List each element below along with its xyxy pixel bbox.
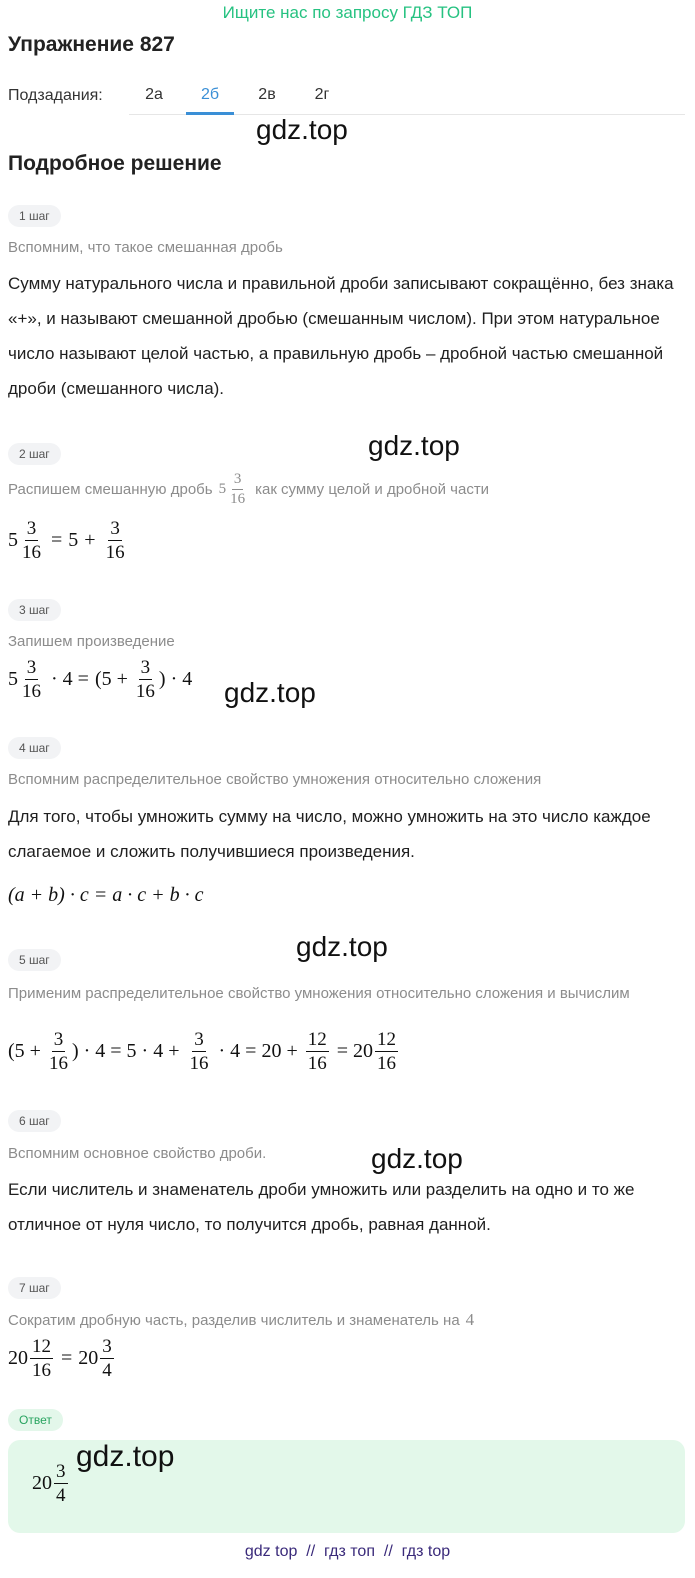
step-3-formula bbox=[8, 658, 192, 701]
whole-part: 20 bbox=[8, 1347, 28, 1369]
open-paren: (5 + bbox=[94, 668, 128, 690]
step-6-hint: Вспомним основное свойство дроби. bbox=[8, 1145, 267, 1162]
step-7-hint bbox=[8, 1310, 474, 1330]
watermark: gdz.top bbox=[256, 114, 348, 145]
fraction bbox=[47, 1030, 70, 1073]
step-5-hint: Применим распределительное свойство умножения относительно сложения и вычислим bbox=[8, 985, 630, 1002]
expr-part: (5 + bbox=[8, 1040, 41, 1062]
step-3-hint: Запишем произведение bbox=[8, 633, 175, 650]
answer-badge: Ответ bbox=[8, 1409, 63, 1431]
denominator: 4 bbox=[56, 1485, 66, 1506]
term: 5 bbox=[68, 529, 79, 551]
step-7-badge: 7 шаг bbox=[8, 1277, 61, 1299]
times-equals: · 4 = bbox=[51, 668, 89, 690]
watermark: gdz.top bbox=[76, 1440, 175, 1473]
expr-part: = 20 bbox=[336, 1040, 373, 1062]
step-4-hint: Вспомним распределительное свойство умножения относительно сложения bbox=[8, 771, 542, 788]
tab-2g[interactable]: 2г bbox=[314, 86, 330, 103]
numerator: 3 bbox=[56, 1461, 66, 1482]
promo-banner[interactable]: Ищите нас по запросу ГДЗ ТОП bbox=[222, 3, 473, 22]
step-2-hint-after: как сумму целой и дробной части bbox=[255, 481, 490, 498]
watermark: gdz.top bbox=[368, 430, 460, 461]
footer-links[interactable]: gdz top // гдз топ // гдз top bbox=[244, 1543, 451, 1560]
denominator: 16 bbox=[22, 681, 41, 702]
step-1-text: Сумму натурального числа и правильной дроби записывают сокращённо, без знака «+», и называют смешанной дробью (смешанным числом). При этом натуральное число называют целой частью, а правильную дробь – дробной частью смешанной дроби (смешанного числа). bbox=[8, 274, 674, 398]
answer-value bbox=[32, 1462, 70, 1505]
divisor: 4 bbox=[465, 1310, 475, 1329]
step-7-formula bbox=[8, 1337, 116, 1380]
numerator: 3 bbox=[26, 657, 37, 678]
tab-2b[interactable]: 2б bbox=[200, 86, 220, 103]
equals: = bbox=[51, 529, 63, 551]
whole-part: 5 bbox=[218, 481, 227, 497]
fraction bbox=[104, 519, 127, 562]
numerator: 12 bbox=[307, 1029, 327, 1050]
numerator: 3 bbox=[140, 657, 151, 678]
expr-part: ) · 4 = 5 · 4 + bbox=[71, 1040, 180, 1062]
step-4-formula: (a + b) · c = a · c + b · c bbox=[8, 884, 204, 906]
fraction bbox=[54, 1462, 68, 1505]
numerator: 3 bbox=[26, 518, 37, 539]
denominator: 16 bbox=[48, 1053, 68, 1074]
step-1-badge: 1 шаг bbox=[8, 205, 61, 227]
section-title: Подробное решение bbox=[8, 152, 222, 175]
step-5-formula bbox=[8, 1030, 400, 1073]
answer-box bbox=[8, 1440, 685, 1533]
whole-part: 20 bbox=[32, 1472, 52, 1494]
denominator: 16 bbox=[32, 1360, 51, 1381]
whole-part: 5 bbox=[8, 668, 18, 690]
watermark: gdz.top bbox=[371, 1143, 463, 1174]
step-7-hint-text: Сократим дробную часть, разделив числитель и знаменатель на bbox=[8, 1311, 460, 1329]
equals: = bbox=[61, 1347, 73, 1369]
numerator: 3 bbox=[194, 1029, 204, 1050]
denominator: 16 bbox=[307, 1053, 327, 1074]
expr-part: · 4 = 20 + bbox=[218, 1040, 298, 1062]
numerator: 3 bbox=[102, 1336, 112, 1357]
denominator: 16 bbox=[135, 681, 155, 702]
step-2-hint bbox=[8, 472, 489, 507]
denominator: 16 bbox=[189, 1053, 209, 1074]
fraction bbox=[20, 658, 43, 701]
fraction bbox=[188, 1030, 211, 1073]
step-4-text: Для того, чтобы умножить сумму на число, можно умножить на это число каждое слагаемое и сложить получившиеся произведения. bbox=[8, 807, 651, 861]
numerator: 3 bbox=[53, 1029, 64, 1050]
whole-part: 5 bbox=[8, 529, 18, 551]
denominator: 16 bbox=[22, 542, 41, 563]
numerator: 12 bbox=[32, 1336, 51, 1357]
step-2-formula bbox=[8, 519, 129, 562]
denominator: 16 bbox=[377, 1053, 396, 1074]
denominator: 4 bbox=[102, 1360, 112, 1381]
subtasks-label: Подзадания: bbox=[8, 87, 103, 104]
denominator: 16 bbox=[230, 491, 246, 507]
plus: + bbox=[84, 529, 96, 551]
step-1-hint: Вспомним, что такое смешанная дробь bbox=[8, 239, 283, 256]
fraction bbox=[306, 1030, 329, 1073]
tab-2v[interactable]: 2в bbox=[258, 86, 276, 103]
fraction bbox=[30, 1337, 53, 1380]
step-3-badge: 3 шаг bbox=[8, 599, 61, 621]
tab-2a[interactable]: 2а bbox=[145, 86, 163, 103]
close-paren: ) · 4 bbox=[158, 668, 193, 690]
fraction bbox=[228, 472, 247, 507]
numerator: 12 bbox=[377, 1029, 396, 1050]
fraction bbox=[375, 1030, 398, 1073]
step-2-hint-before: Распишем смешанную дробь bbox=[8, 481, 213, 498]
step-6-badge: 6 шаг bbox=[8, 1110, 61, 1132]
whole-part: 20 bbox=[78, 1347, 99, 1369]
watermark: gdz.top bbox=[296, 931, 388, 962]
fraction bbox=[20, 519, 43, 562]
active-tab-indicator bbox=[186, 112, 234, 115]
fraction bbox=[134, 658, 157, 701]
step-2-badge: 2 шаг bbox=[8, 443, 61, 465]
step-6-text: Если числитель и знаменатель дроби умножить или разделить на одно и то же отличное от нуля число, то получится дробь, равная данной. bbox=[8, 1180, 635, 1234]
numerator: 3 bbox=[110, 518, 120, 539]
watermark: gdz.top bbox=[224, 677, 316, 708]
fraction bbox=[100, 1337, 114, 1380]
page-title: Упражнение 827 bbox=[8, 33, 175, 56]
denominator: 16 bbox=[105, 542, 125, 563]
numerator: 3 bbox=[232, 472, 244, 490]
mixed-fraction bbox=[219, 472, 250, 507]
step-4-badge: 4 шаг bbox=[8, 737, 61, 759]
step-5-badge: 5 шаг bbox=[8, 949, 61, 971]
